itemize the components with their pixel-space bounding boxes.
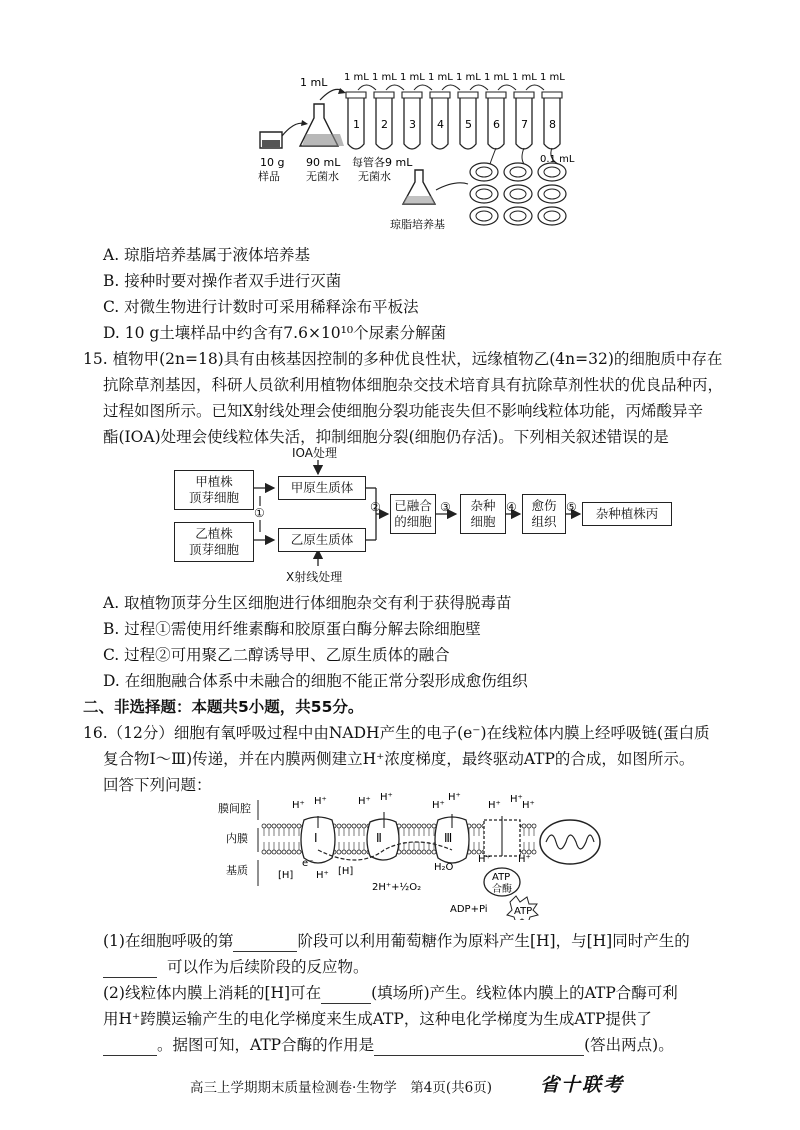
- dilution-tube: [512, 72, 544, 149]
- svg-text:合酶: 合酶: [492, 884, 512, 895]
- q14-option-a: A. 琼脂培养基属于液体培养基: [103, 246, 311, 264]
- q15-option-d: D. 在细胞融合体系中未融合的细胞不能正常分裂形成愈伤组织: [103, 672, 528, 690]
- q14-option-b: B. 接种时要对操作者双手进行灭菌: [103, 272, 342, 290]
- q15-option-a: A. 取植物顶芽分生区细胞进行体细胞杂交有利于获得脱毒苗: [103, 594, 512, 612]
- intermembrane-space-label: 膜间腔: [218, 802, 251, 815]
- petri-dish-icon: [538, 185, 566, 203]
- tube-number: 8: [549, 118, 556, 131]
- tube-volume-label: 1 mL: [372, 72, 397, 83]
- tube-volume-label: 1 mL: [400, 72, 425, 83]
- complex-ii: [367, 819, 399, 860]
- tube-volume-label: 1 mL: [484, 72, 509, 83]
- q15-option-c: C. 过程②可用聚乙二醇诱导甲、乙原生质体的融合: [103, 646, 450, 664]
- q15-option-b: B. 过程①需使用纤维素酶和胶原蛋白酶分解去除细胞壁: [103, 620, 481, 638]
- dilution-tube: [456, 72, 488, 149]
- q15-stem-2: 抗除草剂基因，科研人员欲利用植物体细胞杂交技术培育具有抗除草剂性状的优良品种丙，: [103, 376, 724, 394]
- matrix-label: 基质: [226, 864, 248, 877]
- q16-stem-2: 复合物Ⅰ～Ⅲ)传递，并在内膜两侧建立H⁺浓度梯度，最终驱动ATP的合成，如图所示。: [103, 750, 695, 768]
- petri-dish-icon: [504, 185, 532, 203]
- protoplast-b-box: 乙原生质体: [278, 528, 366, 552]
- h-ion-label: H⁺: [448, 792, 461, 803]
- dilution-tube: [484, 72, 516, 149]
- petri-dish-icon: [538, 163, 566, 181]
- tube-number: 4: [437, 118, 444, 131]
- tube-number: 2: [381, 118, 388, 131]
- protoplast-a-box: 甲原生质体: [278, 476, 366, 500]
- atp-label: ATP: [514, 906, 533, 917]
- sample-beaker-icon: [260, 132, 282, 148]
- svg-text:Ⅰ: Ⅰ: [314, 831, 318, 845]
- svg-text:Ⅲ: Ⅲ: [444, 831, 453, 845]
- q16-sub1-line1: (1)在细胞呼吸的第 阶段可以利用葡萄糖作为原料产生[H]，与[H]同时产生的: [103, 932, 690, 950]
- tube-number: 6: [493, 118, 500, 131]
- h-ion-label: H⁺: [510, 794, 523, 805]
- q16-sub1-line2: 可以作为后续阶段的反应物。: [103, 956, 369, 978]
- adp-label: ADP+Pi: [450, 904, 488, 915]
- tubes-volume: 每管各9 mL: [352, 156, 413, 169]
- q15-stem-4: 酯(IOA)处理会使线粒体失活，抑制细胞分裂(细胞仍存活)。下列相关叙述错误的是: [103, 428, 669, 446]
- answer-blank-3[interactable]: [321, 985, 371, 1004]
- plate-volume: 0.1 mL: [540, 154, 575, 165]
- water-label: H₂O: [434, 862, 454, 873]
- answer-blank-1[interactable]: [233, 933, 297, 952]
- h-ion-label: H⁺: [522, 800, 535, 811]
- petri-dish-icon: [504, 207, 532, 225]
- h-ion-label: H⁺: [292, 800, 305, 811]
- h-ion-label: H⁺: [358, 796, 371, 807]
- sample-label: 样品: [258, 170, 280, 183]
- water-flask-icon: [300, 104, 344, 146]
- plant-a-cells-box: 甲植株 顶芽细胞: [174, 470, 254, 510]
- callus-box: 愈伤 组织: [522, 494, 566, 534]
- answer-blank-2[interactable]: [103, 959, 157, 978]
- petri-dish-icon: [470, 163, 498, 181]
- sample-mass: 10 g: [260, 156, 285, 169]
- dilution-tube: [400, 72, 432, 149]
- oxygen-label: 2H⁺+½O₂: [372, 882, 422, 893]
- h-ion-label: H⁺: [432, 800, 445, 811]
- h-ion-label: H⁺: [380, 792, 393, 803]
- step-3-label: ③: [440, 500, 451, 514]
- section-2-heading: 二、非选择题：本题共5小题，共55分。: [83, 698, 364, 716]
- agar-flask-icon: [403, 170, 435, 204]
- q16-stem-3: 回答下列问题：: [103, 776, 212, 794]
- electron-label: e⁻: [302, 858, 314, 869]
- water-label: 无菌水: [306, 170, 339, 183]
- tube-volume-label: 1 mL: [512, 72, 537, 83]
- answer-blank-4[interactable]: [103, 1037, 157, 1056]
- dilution-tube: [540, 72, 565, 149]
- step-4-label: ④: [506, 500, 517, 514]
- fused-cell-box: 已融合 的细胞: [390, 494, 436, 534]
- tube-number: 7: [521, 118, 528, 131]
- tube-volume-label: 1 mL: [428, 72, 453, 83]
- step-2-label: ②: [370, 500, 381, 514]
- hybrid-plant-box: 杂种植株丙: [582, 502, 672, 526]
- hybrid-cell-box: 杂种 细胞: [460, 494, 506, 534]
- q14-option-d: D. 10 g土壤样品中约含有7.6×10¹⁰个尿素分解菌: [103, 324, 447, 342]
- q15-stem-3: 过程如图所示。已知X射线处理会使细胞分裂功能丧失但不影响线粒体功能，丙烯酸异辛: [103, 402, 704, 420]
- step-1-label: ①: [254, 506, 265, 520]
- h-ion-label: H⁺: [488, 800, 501, 811]
- q15-stem-1: 15. 植物甲(2n=18)具有由核基因控制的多种优良性状，远缘植物乙(4n=32)的细胞质中存在: [83, 350, 723, 368]
- q16-sub2-line3: 。据图可知，ATP合酶的作用是 (答出两点)。: [103, 1034, 674, 1056]
- tube-volume-label: 1 mL: [456, 72, 481, 83]
- petri-dish-icon: [470, 207, 498, 225]
- dilution-tube: [344, 72, 376, 149]
- respiratory-chain-figure: [218, 790, 608, 920]
- plant-b-cells-box: 乙植株 顶芽细胞: [174, 522, 254, 562]
- xray-label: X射线处理: [286, 570, 343, 584]
- tube-number: 3: [409, 118, 416, 131]
- petri-dish-icon: [504, 163, 532, 181]
- h-ion-label: H⁺: [478, 854, 491, 865]
- tube-volume-label: 1 mL: [344, 72, 369, 83]
- dilution-tube: [428, 72, 460, 149]
- svg-text:ATP: ATP: [492, 872, 511, 883]
- dilution-tube: [372, 72, 404, 149]
- ioa-label: IOA处理: [292, 446, 337, 460]
- q14-option-c: C. 对微生物进行计数时可采用稀释涂布平板法: [103, 298, 419, 316]
- fusion-flow-diagram: [170, 448, 700, 588]
- petri-dish-icon: [470, 185, 498, 203]
- tube-volume-label: 1 mL: [540, 72, 565, 83]
- petri-dish-icon: [538, 207, 566, 225]
- water-volume: 90 mL: [306, 156, 341, 169]
- svg-text:Ⅱ: Ⅱ: [376, 831, 382, 845]
- tube-number: 1: [353, 118, 360, 131]
- brand-logo: 省十联考: [540, 1074, 625, 1096]
- answer-blank-5[interactable]: [374, 1037, 584, 1056]
- h-ion-label: H⁺: [518, 854, 531, 865]
- inner-membrane-label: 内膜: [226, 832, 248, 845]
- h-ion-label: H⁺: [314, 796, 327, 807]
- q16-sub2-line1: (2)线粒体内膜上消耗的[H]可在 (填场所)产生。线粒体内膜上的ATP合酶可利: [103, 984, 678, 1002]
- mitochondrion-icon: [540, 820, 600, 864]
- transfer-volume: 1 mL: [300, 76, 328, 89]
- tubes-water-label: 无菌水: [358, 170, 391, 183]
- step-5-label: ⑤: [566, 500, 577, 514]
- dilution-figure: [240, 62, 600, 234]
- tube-number: 5: [465, 118, 472, 131]
- q16-sub2-line2: 用H⁺跨膜运输产生的电化学梯度来生成ATP，这种电化学梯度为生成ATP提供了: [103, 1010, 652, 1028]
- nadh-label: [H]: [278, 870, 294, 881]
- page-footer: 高三上学期期末质量检测卷·生物学 第4页(共6页): [190, 1080, 493, 1096]
- q16-stem-1: 16.（12分）细胞有氧呼吸过程中由NADH产生的电子(e⁻)在线粒体内膜上经呼吸链(蛋白质: [83, 724, 710, 742]
- agar-label: 琼脂培养基: [390, 218, 445, 231]
- h-ion-label: H⁺: [316, 870, 329, 881]
- nadh-label: [H]: [338, 866, 354, 877]
